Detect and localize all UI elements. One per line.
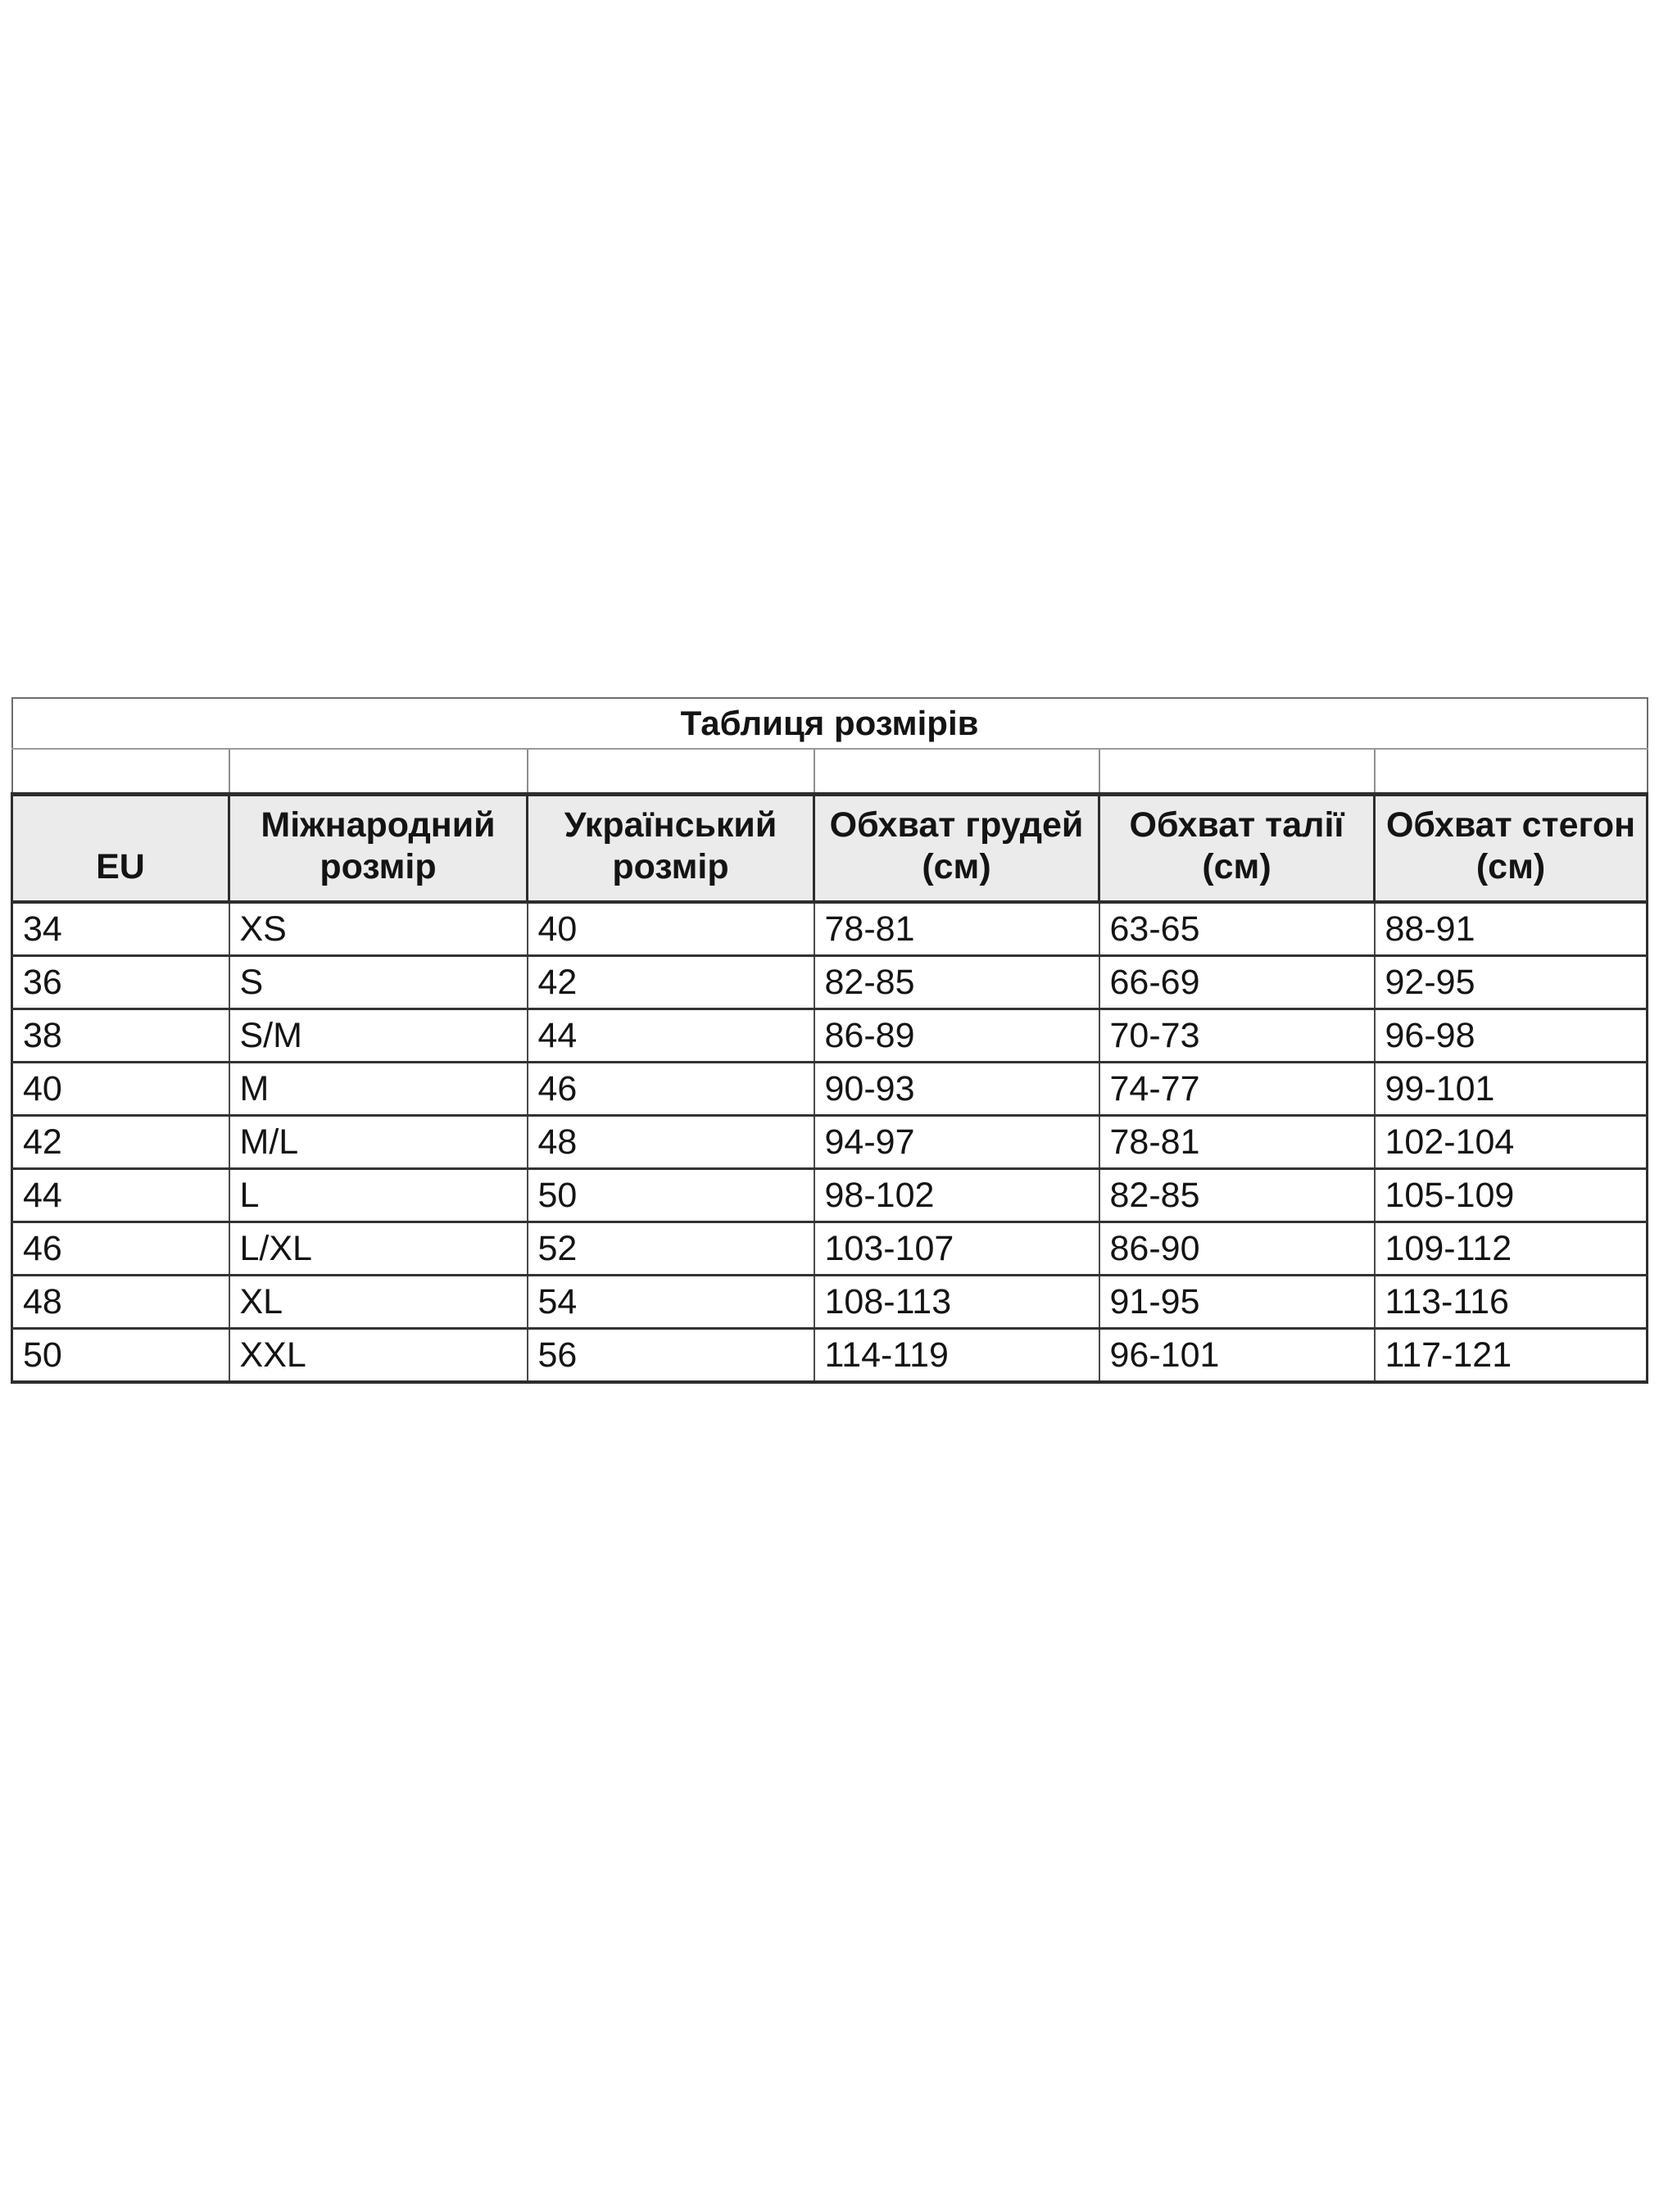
- spacer-cell: [1099, 749, 1375, 795]
- table-title-row: [12, 698, 1648, 749]
- table-cell: 109-112: [1375, 1222, 1648, 1276]
- table-cell: 91-95: [1099, 1276, 1375, 1329]
- table-cell: 70-73: [1099, 1009, 1375, 1063]
- size-row: [12, 1222, 1648, 1276]
- table-cell: 66-69: [1099, 956, 1375, 1009]
- table-cell: L: [229, 1169, 528, 1222]
- table-cell: 78-81: [814, 902, 1099, 956]
- table-cell: 34: [12, 902, 229, 956]
- table-cell: M: [229, 1063, 528, 1116]
- table-cell: 92-95: [1375, 956, 1648, 1009]
- table-cell: 90-93: [814, 1063, 1099, 1116]
- table-cell: XS: [229, 902, 528, 956]
- table-cell: 78-81: [1099, 1116, 1375, 1169]
- table-cell: 50: [528, 1169, 814, 1222]
- table-cell: 56: [528, 1329, 814, 1383]
- size-table: [11, 697, 1648, 1384]
- table-cell: 44: [12, 1169, 229, 1222]
- table-cell: 86-89: [814, 1009, 1099, 1063]
- table-cell: 113-116: [1375, 1276, 1648, 1329]
- column-header-eu: EU: [12, 795, 229, 903]
- table-cell: 105-109: [1375, 1169, 1648, 1222]
- column-header-waist: Обхват талії (см): [1099, 795, 1375, 903]
- table-cell: 86-90: [1099, 1222, 1375, 1276]
- size-row: [12, 1169, 1648, 1222]
- table-cell: M/L: [229, 1116, 528, 1169]
- spacer-cell: [229, 749, 528, 795]
- table-cell: 36: [12, 956, 229, 1009]
- table-cell: 88-91: [1375, 902, 1648, 956]
- table-cell: 82-85: [814, 956, 1099, 1009]
- size-row: [12, 1116, 1648, 1169]
- table-cell: 40: [12, 1063, 229, 1116]
- size-row: [12, 956, 1648, 1009]
- table-cell: 48: [528, 1116, 814, 1169]
- table-cell: 117-121: [1375, 1329, 1648, 1383]
- table-cell: 48: [12, 1276, 229, 1329]
- column-header-ukrainian: Український розмір: [528, 795, 814, 903]
- table-cell: 42: [528, 956, 814, 1009]
- table-cell: 63-65: [1099, 902, 1375, 956]
- column-header-international: Міжнародний розмір: [229, 795, 528, 903]
- table-cell: XL: [229, 1276, 528, 1329]
- table-header-row: [12, 795, 1648, 903]
- table-cell: 50: [12, 1329, 229, 1383]
- table-cell: 42: [12, 1116, 229, 1169]
- spacer-cell: [1375, 749, 1648, 795]
- table-cell: 96-101: [1099, 1329, 1375, 1383]
- spacer-cell: [814, 749, 1099, 795]
- table-cell: S: [229, 956, 528, 1009]
- table-cell: 54: [528, 1276, 814, 1329]
- table-cell: 82-85: [1099, 1169, 1375, 1222]
- column-header-chest: Обхват грудей (см): [814, 795, 1099, 903]
- table-cell: 94-97: [814, 1116, 1099, 1169]
- table-cell: 114-119: [814, 1329, 1099, 1383]
- spacer-cell: [528, 749, 814, 795]
- table-cell: 40: [528, 902, 814, 956]
- spacer-row: [12, 749, 1648, 795]
- table-cell: 99-101: [1375, 1063, 1648, 1116]
- table-cell: 102-104: [1375, 1116, 1648, 1169]
- size-row: [12, 1009, 1648, 1063]
- size-row: [12, 1276, 1648, 1329]
- table-cell: 46: [528, 1063, 814, 1116]
- table-cell: 46: [12, 1222, 229, 1276]
- table-cell: 96-98: [1375, 1009, 1648, 1063]
- table-cell: 38: [12, 1009, 229, 1063]
- table-cell: S/M: [229, 1009, 528, 1063]
- table-cell: L/XL: [229, 1222, 528, 1276]
- spacer-cell: [12, 749, 229, 795]
- table-cell: 44: [528, 1009, 814, 1063]
- table-cell: 74-77: [1099, 1063, 1375, 1116]
- column-header-hips: Обхват стегон (см): [1375, 795, 1648, 903]
- size-row: [12, 902, 1648, 956]
- size-row: [12, 1329, 1648, 1383]
- table-cell: XXL: [229, 1329, 528, 1383]
- size-row: [12, 1063, 1648, 1116]
- size-table-container: [11, 697, 1646, 1384]
- table-cell: 98-102: [814, 1169, 1099, 1222]
- table-cell: 108-113: [814, 1276, 1099, 1329]
- table-cell: 103-107: [814, 1222, 1099, 1276]
- table-cell: 52: [528, 1222, 814, 1276]
- table-title: Таблиця розмірів: [12, 698, 1648, 749]
